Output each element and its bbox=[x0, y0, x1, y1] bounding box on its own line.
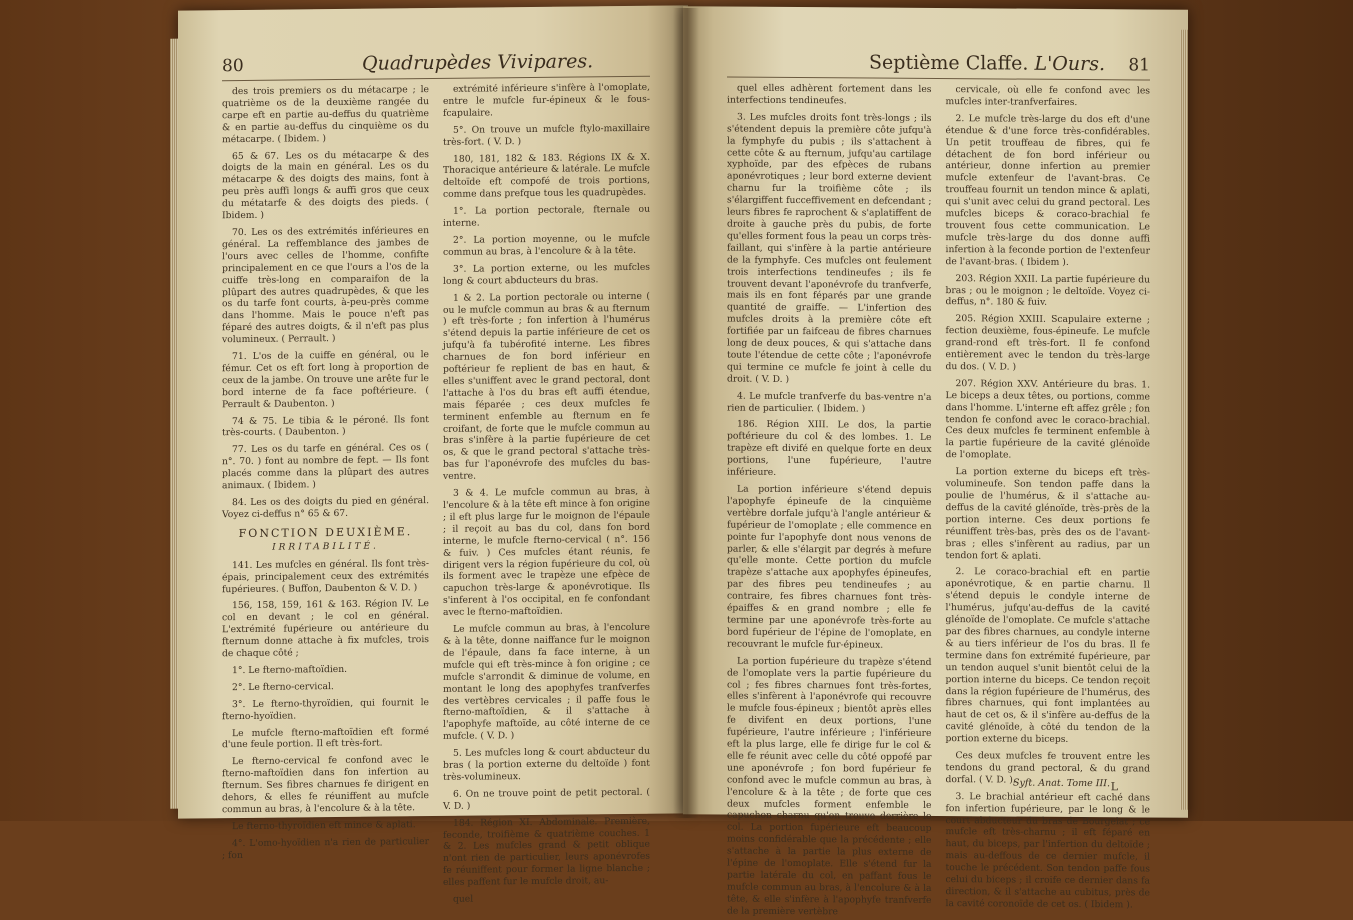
paragraph: 2. Le mufcle très-large du dos eft d'une étendue & d'une force très-confidérables. Un petit trouffeau de fibres, qui fe détachent de fon bord inférieur ou antérieur, donne infertion au premier mufcle extenfeur de l'avant-bras. Ce trouffeau fournit un tendon mince & aplati, qui s'unit avec celui du grand pectoral. Les mufcles biceps & coraco-brachial fe trouvent fous cette communication. Le mufcle très-large du dos donne auffi infertion à la feconde portion de l'extenfeur de l'avant-bras. ( Ibidem ). bbox=[945, 112, 1150, 268]
paragraph: 74 & 75. Le tibia & le péroné. Ils font très-courts. ( Daubenton. ) bbox=[222, 413, 429, 439]
paragraph: 2. Le coraco-brachial eft en partie aponévrotique, & en partie charnu. Il s'étend depuis le condyle interne de l'humérus, jufqu'au-deffus de la cavité glénoïde de l'omoplate. Ce mufcle s'attache par des fibres charnues, au condyle interne & au tiers inférieur de l'os du bras. Il fe termine dans fon extrémité fupérieure, par un tendon auquel s'unit bientôt celui de la portion interne du biceps. Ce tendon reçoit dans la région fupérieure de l'humérus, des fibres charnues, qui font implantées au haut de cet os, & il s'infère au-deffus de la cavité glénoïde, à côté du tendon de la portion externe du biceps. bbox=[945, 566, 1150, 746]
paragraph: 4°. L'omo-hyoïdien n'a rien de particulier ; fon bbox=[222, 835, 429, 861]
left-column-2 bbox=[443, 81, 650, 905]
paragraph: Ces deux mufcles fe trouvent entre les tendons du grand pectoral, & du grand dorfal. ( V. D. ). bbox=[945, 750, 1150, 786]
paragraph: 156, 158, 159, 161 & 163. Région IV. Le col en devant ; le col en général. L'extrémité fupérieure ou antérieure du fternum donne attache à fix mufcles, trois de chaque côté ; bbox=[222, 598, 429, 660]
paragraph: 3. Le brachial antérieur eft caché dans fon infertion fupérieure, par le long & le court abducteur du bras de Bourgelat ; ce mufcle eft très-charnu ; il eft féparé en haut, du biceps, par l'infertion du deltoïde ; mais au-deffous de ce dernier mufcle, il touche le précédent. Son tendon paffe fous celui du biceps ; il croife ce dernier dans fa direction, & il s'attache au cubitus, près de la cavité coronoïde de cet os. ( Ibidem ). bbox=[945, 790, 1150, 911]
running-head-class: Septième Claffe. bbox=[869, 51, 1029, 75]
paragraph: 4. Le mufcle tranfverfe du bas-ventre n'a rien de particulier. ( Ibidem. ) bbox=[727, 390, 932, 415]
paragraph: La portion externe du biceps eft très-volumineufe. Son tendon paffe dans la poulie de l'humérus, & il s'attache au-deffus de la cavité glénoïde, très-près de la portion interne. Ces deux portions fe réuniffent très-bas, près des os de l'avant-bras ; elles s'infèrent au radius, par un tendon fort & aplati. bbox=[945, 466, 1150, 562]
paragraph: La portion inférieure s'étend depuis l'apophyfe épineufe de la cinquième vertèbre dorfale jufqu'à l'angle antérieur & fupérieur de l'omoplate ; elle commence en pointe fur l'apophyfe dont nous venons de parler, & elle s'élargit par degrés à mefure qu'elle monte. Cette portion du mufcle trapèze s'attache aux apophyfes épineufes, par des fibres peu tendineufes ; au contraire, fes fibres charnues font très-épaiffes & en grand nombre ; elle fe termine par une aponévrofe très-forte au bord fupérieur de l'épine de l'omoplate, en recouvrant le mufcle fur-épineux. bbox=[727, 483, 932, 651]
right-page-columns bbox=[727, 82, 1150, 918]
section-subtitle: IRRITABILITÉ. bbox=[272, 541, 379, 553]
right-page-edges bbox=[1180, 30, 1188, 810]
paragraph: 180, 181, 182 & 183. Régions IX & X. Thoracique antérieure & latérale. Le mufcle deltoïde eft compofé de trois portions, comme dans prefque tous les quadrupèdes. bbox=[443, 151, 650, 201]
right-column-1 bbox=[727, 82, 932, 918]
left-page-number: 80 bbox=[222, 55, 244, 77]
paragraph: 184. Région XI. Abdominale. Première, feconde, troifième & quatrième couches. 1 & 2. Les mufcles grand & petit oblique n'ont rien de particulier, leurs aponévrofes fe réuniffent pour former la ligne blanche ; elles paffent fur le mufcle droit, au- bbox=[443, 815, 650, 889]
paragraph: 84. Les os des doigts du pied en général. Voyez ci-deffus n° 65 & 67. bbox=[222, 495, 429, 521]
left-page-columns bbox=[222, 81, 650, 905]
paragraph: 70. Les os des extrémités inférieures en général. La reffemblance des jambes de l'ours avec celles de l'homme, confifte principalement en ce que l'ours a l'os de la cuiffe très-long en comparaifon de la plûpart des autres quadrupèdes, & que les os du tarfe font courts, à-peu-près comme dans l'homme. Mais le pouce n'eft pas féparé des autres doigts, & il n'eft pas plus volumineux. ( Perrault. ) bbox=[222, 225, 429, 346]
right-running-head bbox=[869, 52, 1105, 76]
open-book bbox=[178, 8, 1188, 918]
right-page-number: 81 bbox=[1128, 55, 1150, 76]
paragraph: 1°. La portion pectorale, fternale ou interne. bbox=[443, 203, 650, 229]
paragraph: 2°. La portion moyenne, ou le mufcle commun au bras, à l'encolure & à la tête. bbox=[443, 232, 650, 258]
paragraph: Le mufcle fterno-maftoïdien eft formé d'une feule portion. Il eft très-fort. bbox=[222, 725, 429, 751]
left-running-head: Quadrupèdes Vivipares. bbox=[362, 50, 594, 75]
signature-mark: Syft. Anat. Tome III. bbox=[1013, 777, 1110, 790]
paragraph: Le mufcle commun au bras, à l'encolure & à la tête, donne naiffance fur le moignon de l'épaule, dans fa face interne, à un mufcle qui eft très-mince à fon origine ; ce mufcle s'arrondit & diminue de volume, en montant le long des apophyfes tranfverfes des vertèbres cervicales ; il paffe fous le fterno-maftoïdien, & il s'attache à l'apophyfe maftoïde, au côté interne de ce mufcle. ( V. D. ) bbox=[443, 621, 650, 743]
paragraph: 205. Région XXIII. Scapulaire externe ; fection deuxième, fous-épineufe. Le mufcle grand-rond eft très-fort. Il fe confond entièrement avec le tendon du très-large du dos. ( V. D. ) bbox=[945, 313, 1150, 373]
paragraph: 3. Les mufcles droits font très-longs ; ils s'étendent depuis la première côte jufqu'à la fymphyfe du pubis ; ils s'attachent à cette côte & au fternum, jufqu'au cartilage xyphoïde, par des efpèces de rubans aponévrotiques ; leur bord externe devient charnu fur la troifième côte ; ils s'élargiffent fucceffivement en defcendant ; leurs fibres fe raprochent & s'aplatiffent de droite à gauche près du pubis, de forte qu'elles forment fous la peau un corps très-faillant, qui s'infère à la partie antérieure de la fymphyfe. Ces mufcles ont feulement trois interfections tendineufes ; ils fe trouvent devant l'aponévrofe du tranfverfe, mais ils en font féparés par une grande quantité de graiffe. — L'infertion des mufcles droits à la première côte eft fortifiée par un faifceau de fibres charnues long de deux pouces, & qui s'attache dans toute l'étendue de cette côte ; l'aponévrofe qui termine ce mufcle fe joint à celle du droit. ( V. D. ) bbox=[727, 111, 932, 385]
paragraph: quel bbox=[453, 893, 474, 905]
paragraph: 141. Les mufcles en général. Ils font très-épais, principalement ceux des extrémités fupérieures. ( Buffon, Daubenton & V. D. ) bbox=[222, 557, 429, 595]
paragraph: des trois premiers os du métacarpe ; le quatrième os de la deuxième rangée du carpe eft en partie au-deffus du quatrième & en partie au-deffus du cinquième os du métacarpe. ( Ibidem. ) bbox=[222, 84, 429, 145]
paragraph: La portion fupérieure du trapèze s'étend de l'omoplate vers la partie fupérieure du col ; fes fibres charnues font très-fortes, elles s'infèrent à l'aponévrofe qui recouvre le mufcle fous-épineux ; bientôt après elles fe divifent en deux portions, l'une fupérieure, l'autre inférieure ; l'inférieure eft la plus large, elle fe dirige fur le col & elle fe réunit avec celle du côté oppofé par une aponévrofe ; fon bord fupérieur fe confond avec le mufcle commun au bras, à l'encolure & à la tête ; de forte que ces deux mufcles forment enfemble le capuchon charnu qu'on trouve derrière le col. La portion fupérieure eft beaucoup moins confidérable que la précédente ; elle s'attache à la partie la plus externe de l'épine de l'omoplate. Elle s'étend fur la partie latérale du col, en paffant fous le mufcle commun au bras, à l'encolure & à la tête, & elle s'infère à l'apophyfe tranfverfe de la première vertèbre bbox=[727, 655, 932, 918]
right-page-header bbox=[727, 51, 1150, 81]
paragraph: 1°. Le fterno-maftoïdien. bbox=[232, 663, 348, 677]
left-column-1 bbox=[222, 84, 429, 861]
left-page bbox=[178, 5, 688, 905]
paragraph: 5°. On trouve un mufcle ftylo-maxillaire très-fort. ( V. D. ) bbox=[443, 122, 650, 148]
paragraph: 65 & 67. Les os du métacarpe & des doigts de la main en général. Les os du métacarpe & des doigts des mains, font à peu près auffi longs & auffi gros que ceux du métatarfe & des doigts des pieds. ( Ibidem. ) bbox=[222, 148, 429, 222]
paragraph: 71. L'os de la cuiffe en général, ou le fémur. Cet os eft fort long à proportion de ceux de la jambe. On trouve une arête fur le bord interne de fa face poftérieure. ( Perrault & Daubenton. ) bbox=[222, 349, 429, 410]
left-page-edges bbox=[170, 39, 178, 809]
paragraph: Le fterno-cervical fe confond avec le fterno-maftoïdien dans fon infertion au fternum. Ses fibres charnues fe dirigent en dehors, & elles fe réuniffent au mufcle commun au bras, à l'encolure & à la tête. bbox=[222, 754, 429, 816]
paragraph: cervicale, où elle fe confond avec les mufcles inter-tranfverfaires. bbox=[945, 84, 1150, 108]
paragraph: 77. Les os du tarfe en général. Ces os ( n°. 70. ) font au nombre de fept. — Ils font placés comme dans la plûpart des autres animaux. ( Ibidem. ) bbox=[222, 442, 429, 492]
running-head-animal: L'Ours. bbox=[1034, 52, 1105, 76]
paragraph: 3°. Le fterno-thyroïdien, qui fournit le fterno-hyoïdien. bbox=[222, 696, 429, 722]
right-page bbox=[683, 6, 1188, 918]
paragraph: Le fterno-thyroïdien eft mince & aplati. bbox=[232, 819, 416, 833]
paragraph: 186. Région XIII. Le dos, la partie poftérieure du col & des lombes. 1. Le trapèze eft divifé en quelque forte en deux portions, l'une fupérieure, l'autre inférieure. bbox=[727, 419, 932, 478]
paragraph: quel elles adhèrent fortement dans les interfections tendineufes. bbox=[727, 82, 932, 107]
left-page-header bbox=[222, 50, 650, 81]
paragraph: 3°. La portion externe, ou les mufcles long & court abducteurs du bras. bbox=[443, 261, 650, 287]
paragraph: 3 & 4. Le mufcle commun au bras, à l'encolure & à la tête eft mince à fon origine ; il eft plus large fur le moignon de l'épaule ; il reçoit au bas du col, dans fon bord interne, le mufcle fterno-cervical ( n°. 156 & fuiv. ) Ces mufcles étant réunis, fe dirigent vers la région fupérieure du col, où ils forment avec le trapèze une efpèce de capuchon très-large & aponévrotique. Ils s'inferent à l'os occipital, en fe confondant avec le fterno-maftoïdien. bbox=[443, 485, 650, 619]
section-title: FONCTION DEUXIÈME. bbox=[238, 525, 413, 540]
paragraph: 1 & 2. La portion pectorale ou interne ( ou le mufcle commun au bras & au fternum ) eft très-forte ; fon infertion à l'humérus s'étend depuis la partie inférieure de cet os jufqu'à fa tubérofité interne. Les fibres charnues de fon bord inférieur en poftérieur fe replient de bas en haut, & elles s'uniffent avec le grand pectoral, dont l'attache à l'os du bras eft auffi étendue, mais féparée ; ces deux mufcles fe terminent enfemble au fternum en fe croifant, de forte que le mufcle commun au bras s'infère à la partie fupérieure de cet os, & que le grand pectoral s'attache très-bas fur l'aponévrofe des mufcles du bas-ventre. bbox=[443, 290, 650, 483]
paragraph: 5. Les mufcles long & court abducteur du bras ( la portion externe du deltoïde ) font très-volumineux. bbox=[443, 745, 650, 783]
paragraph: 6. On ne trouve point de petit pectoral. ( V. D. ) bbox=[443, 786, 650, 812]
signature-letter: L bbox=[1110, 780, 1118, 794]
paragraph: extrémité inférieure s'infère à l'omoplate, entre le mufcle fur-épineux & le fous-fcapulaire. bbox=[443, 81, 650, 119]
paragraph: 203. Région XXII. La partie fupérieure du bras ; ou le moignon ; le deltoïde. Voyez ci-deffus, n°. 180 & fuiv. bbox=[945, 272, 1150, 309]
right-column-2 bbox=[945, 84, 1151, 911]
paragraph: 2°. Le fterno-cervical. bbox=[232, 680, 334, 693]
paragraph: 207. Région XXV. Antérieure du bras. 1. Le biceps a deux têtes, ou portions, comme dans l'homme. L'interne eft affez grêle ; fon tendon fe confond avec le coraco-brachial. Ces deux mufcles fe terminent enfemble à la partie fupérieure de la cavité glénoïde de l'omoplate. bbox=[945, 377, 1150, 461]
